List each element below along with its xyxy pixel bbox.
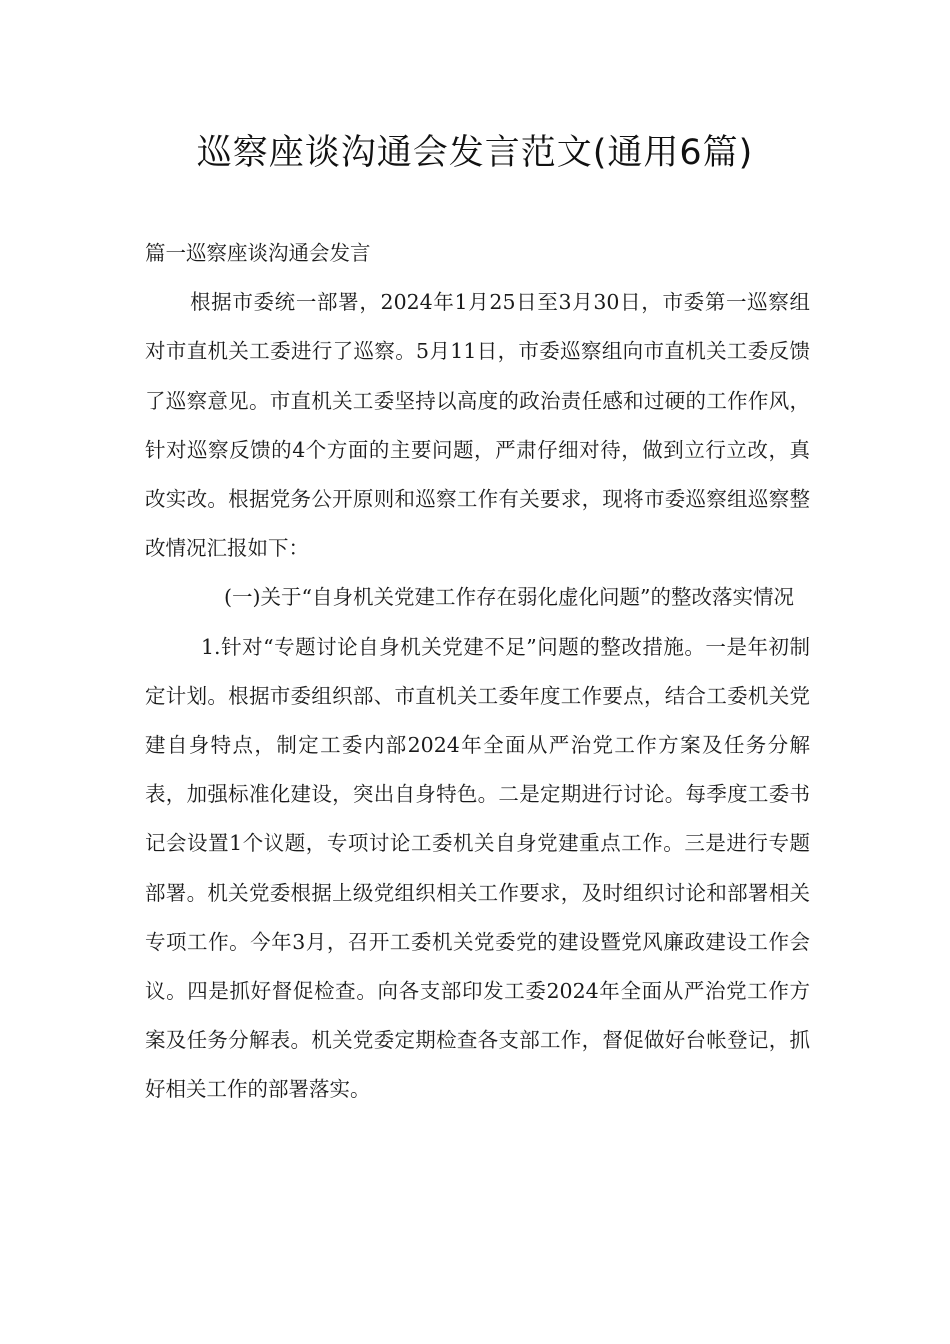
document-title: 巡察座谈沟通会发言范文(通用6篇) [196,133,754,173]
document-body [145,229,810,1115]
section-heading: 篇一巡察座谈沟通会发言 [145,241,371,265]
subsection-heading: (一)关于“自身机关党建工作存在弱化虚化问题”的整改落实情况 [224,585,794,610]
paragraph-measures: 1.针对“专题讨论自身机关党建不足”问题的整改措施。一是年初制定计划。根据市委组织部、市直机关工委年度工作要点，结合工委机关党建自身特点，制定工委内部2024年全面从严治党工作方案及任务分解表，加强标准化建设，突出自身特色。二是定期进行讨论。每季度工委书记会设置1个议题，专项讨论工委机关自身党建重点工作。三是进行专题部署。机关党委根据上级党组织相关工作要求，及时组织讨论和部署相关专项工作。今年3月，召开工委机关党委党的建设暨党风廉政建设工作会议。四是抓好督促检查。向各支部印发工委2024年全面从严治党工作方案及任务分解表。机关党委定期检查各支部工作，督促做好台帐登记，抓好相关工作的部署落实。 [145,634,810,1102]
paragraph-intro: 根据市委统一部署，2024年1月25日至3月30日，市委第一巡察组对市直机关工委进行了巡察。5月11日，市委巡察组向市直机关工委反馈了巡察意见。市直机关工委坚持以高度的政治责任感和过硬的工作作风，针对巡察反馈的4个方面的主要问题，严肃仔细对待，做到立行立改，真改实改。根据党务公开原则和巡察工作有关要求，现将市委巡察组巡察整改情况汇报如下： [145,290,810,561]
